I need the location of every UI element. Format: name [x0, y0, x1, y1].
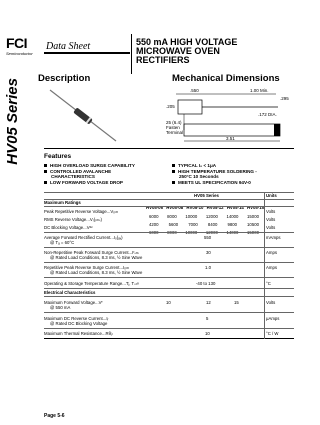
data-sheet-label: Data Sheet	[46, 41, 91, 52]
lead-note-1: 25 (6.4)	[166, 120, 182, 125]
section-rule	[44, 148, 294, 149]
ratings-table	[44, 192, 294, 404]
col-header: HV05-15	[247, 205, 264, 210]
lead-note-2: Fasten	[166, 125, 180, 130]
table-row: Maximum Forward Voltage...Vᶠ 10 12 15 Volts	[44, 300, 276, 305]
feature-item: 250°C 10 Seconds	[179, 174, 219, 179]
table-row-sub: @ Rated DC Blocking Voltage	[50, 321, 108, 326]
page-title	[136, 38, 276, 65]
feature-item: CHARACTERISTICS	[51, 174, 95, 179]
description-heading: Description	[38, 73, 91, 84]
table-row-sub: @ Rated Load Conditions, 8.3 ms, ½ Sine Wave	[50, 270, 143, 275]
table-row-sub: @ Tₐ = 60°C	[50, 240, 75, 245]
table-row: DC Blocking Voltage...Vᵈᶜ 6000 8000 10000 12000 14000 15000 Volts	[44, 225, 276, 235]
col-header: HV05-06	[146, 205, 163, 210]
feature-item: LOW FORWARD VOLTAGE DROP	[44, 180, 123, 185]
table-row: RMS Reverse Voltage...Vᵣ(ᵣₘₛ) 4200 5600 7000 8400 9800 10500 Volts	[44, 217, 276, 227]
table-row: Non-Repetitive Peak Forward Surge Current...Iᶠₛₘ 30 Amps	[44, 250, 277, 255]
elec-label: Electrical Characteristics	[44, 290, 96, 295]
page-number: Page 5-6	[44, 413, 65, 419]
fci-logo: FCI	[6, 35, 28, 51]
lead-note-3: Terminal	[166, 130, 184, 135]
series-header: HV05 Series	[194, 193, 219, 198]
feature-item: CONTROLLED AVALANCHE	[44, 169, 111, 174]
title-line-3: RECTIFIERS	[136, 55, 190, 65]
features-heading: Features	[44, 153, 72, 160]
col-header: HV05-12	[206, 205, 224, 210]
col-header: HV05-10	[186, 205, 204, 210]
table-row: Operating & Storage Temperature Range...Tⱼ, Tₛₜᵍ -40 to 130 °C	[44, 281, 271, 286]
title-line-2: MICROWAVE OVEN	[136, 46, 220, 56]
series-label: HV05 Series	[4, 78, 21, 165]
table-row: Average Forward Rectified Current...Iₒ(ₐᵥ) 550 mAmps	[44, 235, 281, 240]
table-row-sub: @ Rated Load Conditions, 8.3 ms, ½ Sine Wave	[50, 255, 143, 260]
table-row: Peak Repetitive Reverse Voltage...Vᵣᵣₘ 6000 8000 10000 12000 14000 15000 Volts	[44, 209, 276, 219]
feature-item: HIGH TEMPERATURE SOLDERING -	[172, 169, 257, 174]
header-separator	[131, 34, 132, 74]
dim-550: .550	[190, 88, 199, 93]
table-row: Repetitive Peak Reverse Surge Current...Iᵣᵣₘ 1.0 Amps	[44, 265, 277, 270]
logo-subtitle: Semiconductor	[6, 51, 33, 56]
header-rule	[44, 52, 130, 54]
units-header: Units	[266, 193, 277, 198]
dim-295: .295	[280, 96, 289, 101]
dim-min-length: 1.00 Min.	[250, 88, 269, 93]
title-line-1: 550 mA HIGH VOLTAGE	[136, 37, 238, 47]
feature-item: HIGH OVERLOAD SURGE CAPABILITY	[44, 163, 135, 168]
dim-351: 3.51	[226, 136, 235, 141]
dim-dia: .172 DIA.	[258, 112, 277, 117]
table-row: Maximum Thermal Resistance...Rθⱼₗ 10 °C / W	[44, 331, 279, 336]
diode-image	[48, 88, 118, 143]
col-header: HV05-14	[226, 205, 244, 210]
feature-item: TYPICAL I₀ < 1μA	[172, 163, 216, 168]
dim-205: .205	[166, 104, 175, 109]
mechanical-heading: Mechanical Dimensions	[172, 73, 280, 84]
table-row: Maximum DC Reverse Current...Iᵣ 5 μAmps	[44, 316, 280, 321]
max-ratings-label: Maximum Ratings	[44, 200, 81, 205]
col-header: HV05-08	[166, 205, 184, 210]
mechanical-drawing	[166, 86, 296, 146]
table-row-sub: @ 550 mA	[50, 305, 71, 310]
feature-item: MEETS UL SPECIFICATION 94V-0	[172, 180, 251, 185]
